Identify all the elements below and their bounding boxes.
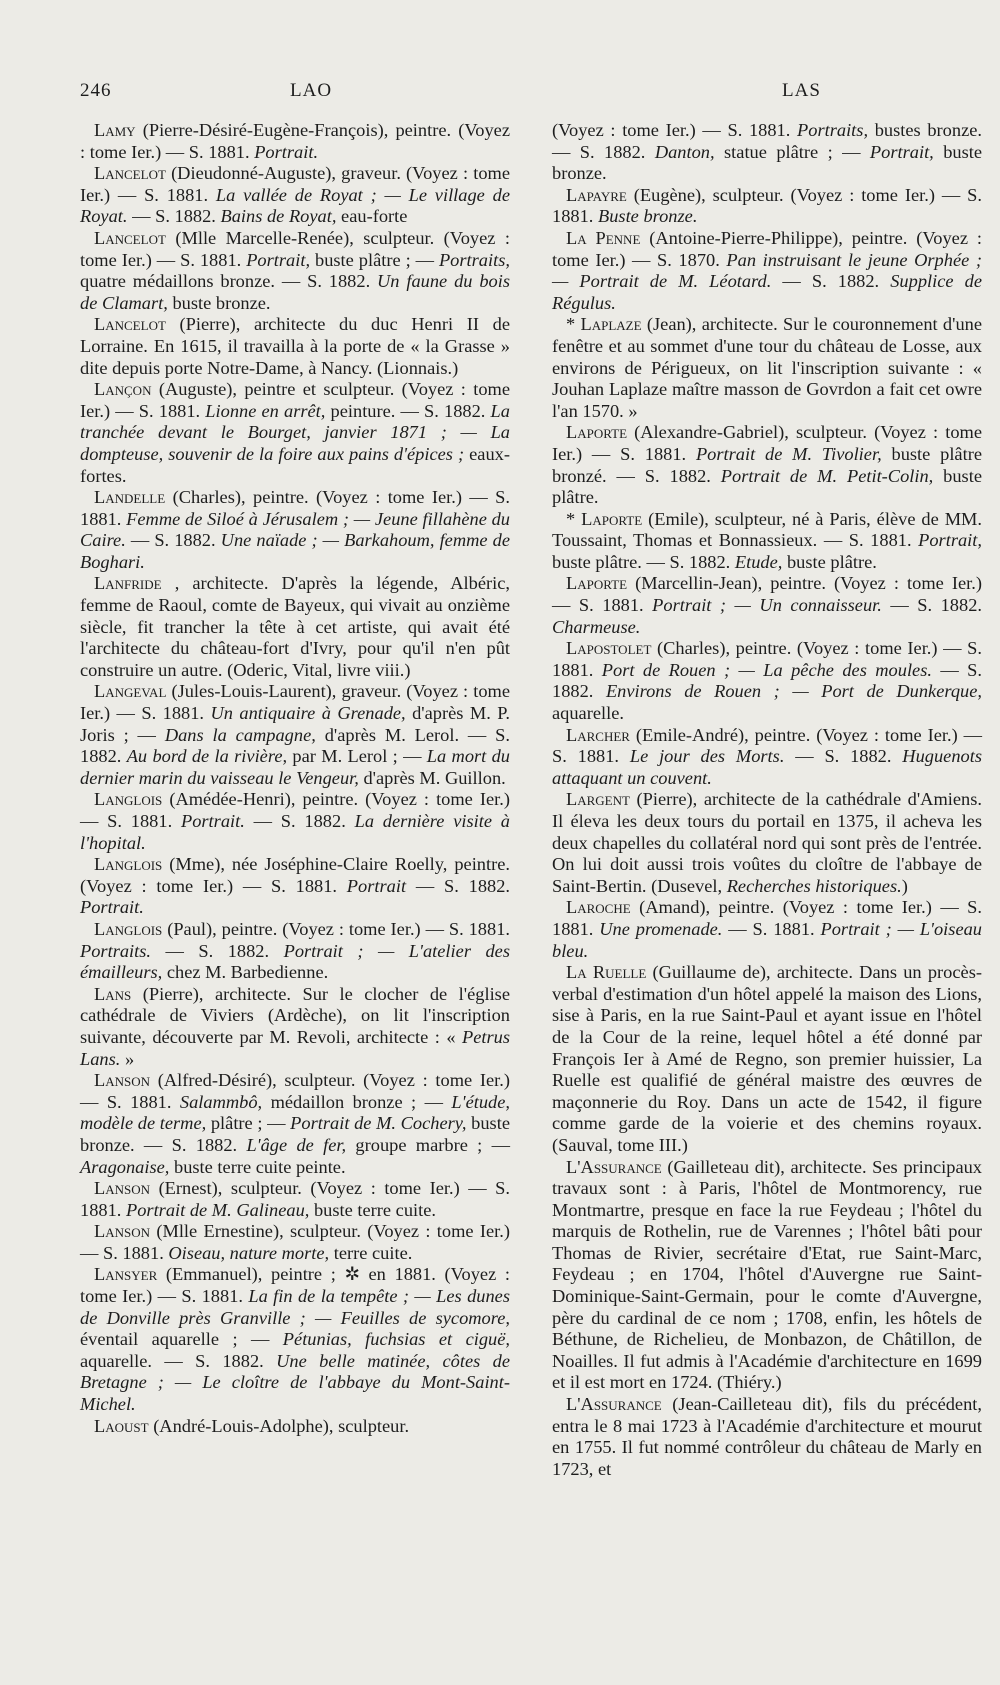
entry-name: Lanson xyxy=(94,1070,151,1091)
entry-text: — S. 1881. xyxy=(722,918,821,939)
entry-text: aquarelle. xyxy=(552,703,624,724)
right-running-head: LAS xyxy=(782,80,821,101)
work-title: Portrait xyxy=(346,875,407,896)
entry-text: — S. 1882. xyxy=(151,940,284,961)
dictionary-entry xyxy=(80,984,510,1070)
work-title: Portrait ; — L'atelier des émailleurs, xyxy=(80,940,510,983)
entry-text: (Pierre-Désiré-Eugène-François), peintre. (Voyez : tome Ier.) — S. 1881. xyxy=(80,120,510,162)
work-title: Bains de Royat, xyxy=(220,206,337,227)
work-title: L'étude, modèle de terme, xyxy=(80,1091,510,1134)
dictionary-entry xyxy=(80,487,510,573)
entry-text: , architecte. D'après la légende, Albéric, femme de Raoul, comte de Bayeux, qui vivait au onzième siècle, fit trancher la tête à cet artiste, qui avait été l'architecte du château-fort d'Ivry, pour qu'il n'en pût construire un autre. (Oderic, Vital, livre viii.) xyxy=(80,573,510,680)
dictionary-entry xyxy=(80,1264,510,1415)
entry-text: (Emile-André), peintre. (Voyez : tome Ier.) — S. 1881. xyxy=(552,724,982,767)
entry-name: Lanson xyxy=(94,1178,151,1199)
entry-text: (Charles), peintre. (Voyez : tome Ier.) — S. 1881. xyxy=(80,487,510,529)
work-title: Dans la campagne, xyxy=(164,724,316,745)
dictionary-entry xyxy=(80,379,510,487)
work-title: Danton, xyxy=(654,141,715,162)
work-title: Pétunias, fuchsias et ciguë, xyxy=(282,1329,511,1350)
entry-text: (Mme), née Joséphine-Claire Roelly, peintre. (Voyez : tome Ier.) — S. 1881. xyxy=(80,854,510,896)
entry-name: Laroche xyxy=(566,897,631,918)
entry-text: — S. 1882. xyxy=(244,811,355,831)
entry-name: Langlois xyxy=(94,789,163,810)
entry-name: Langlois xyxy=(94,854,163,875)
entry-text: — S. 1882. xyxy=(125,530,221,551)
entry-name: Langeval xyxy=(94,681,167,702)
work-title: Femme de Siloé à Jérusalem ; — Jeune fillahène du Caire. xyxy=(80,508,510,551)
dictionary-entry xyxy=(552,314,982,422)
entry-text: — S. 1882. xyxy=(406,875,511,896)
entry-text: (Voyez : tome Ier.) — S. 1881. xyxy=(552,120,798,140)
dictionary-entry xyxy=(552,422,982,508)
entry-name: Langlois xyxy=(94,918,163,939)
entry-name: Largent xyxy=(566,789,630,810)
entry-text: (Mlle Ernestine), sculpteur. (Voyez : tome Ier.) — S. 1881. xyxy=(80,1221,510,1263)
dictionary-entry xyxy=(80,789,510,854)
work-title: Pan instruisant le jeune Orphée ; — Portrait de M. Léotard. xyxy=(552,249,982,292)
work-title: Huguenots attaquant un couvent. xyxy=(552,746,982,788)
right-column xyxy=(552,120,982,1480)
new-entry-asterisk: * xyxy=(566,508,582,529)
entry-name: Laoust xyxy=(94,1415,149,1436)
entry-text: d'après M. P. Joris ; — xyxy=(80,703,511,745)
entry-name: La Penne xyxy=(566,227,641,248)
entry-name: Lamy xyxy=(94,120,136,140)
entry-name: Lansyer xyxy=(94,1264,158,1285)
work-title: La mort du dernier marin du vaisseau le Vengeur, xyxy=(80,746,510,788)
work-title: Petrus Lans. xyxy=(80,1026,510,1069)
entry-text: (Guillaume de), architecte. Dans un procès-verbal d'estimation d'un hôtel appelé la maison des Lions, sise à Paris, en la rue Saint-Paul et ayant issue en l'hôtel de la Cour de la reine, lequel hôtel a été donné par François Ier à Amé de Regno, son premier huissier, La Ruelle est qualifié de général maistre des œuvres de maçonnerie du Roy. Dans un acte de 1542, il figure comme garde de la voierie et des chemins royaux. (Sauval, tome III.) xyxy=(552,962,982,1155)
entry-text: (Jean-Cailleteau dit), fils du précédent, entra le 8 mai 1723 à l'Académie d'architecture et mourut en 1755. Il fut nommé contrôleur du château de Marly en 1723, et xyxy=(552,1394,982,1479)
entry-text: — S. 1882. xyxy=(881,595,982,616)
running-head xyxy=(80,80,935,106)
entry-text: aquarelle. — S. 1882. xyxy=(80,1350,277,1371)
dictionary-entry xyxy=(80,1070,510,1178)
entry-text: (Eugène), sculpteur. (Voyez : tome Ier.) — S. 1881. xyxy=(552,184,982,227)
entry-text: (Dieudonné-Auguste), graveur. (Voyez : tome Ier.) — S. 1881. xyxy=(80,163,510,205)
entry-name: Landelle xyxy=(94,487,166,508)
entry-name: Laporte xyxy=(566,573,628,594)
work-title: Portrait, xyxy=(246,249,311,270)
left-column xyxy=(80,120,510,1437)
entry-text: (Ernest), sculpteur. (Voyez : tome Ier.) — S. 1881. xyxy=(80,1178,510,1220)
entry-text: buste plâtre. — S. 1882. xyxy=(552,551,735,572)
dictionary-entry xyxy=(80,314,510,379)
work-title: Au bord de la rivière, xyxy=(126,746,288,767)
entry-text: quatre médaillons bronze. — S. 1882. xyxy=(80,271,378,292)
entry-text: (Amédée-Henri), peintre. (Voyez : tome Ier.) — S. 1881. xyxy=(80,789,510,831)
entry-name: L'Assurance xyxy=(566,1394,662,1415)
work-title: Portrait de M. Petit-Colin, xyxy=(720,465,934,486)
work-title: Charmeuse. xyxy=(552,616,641,637)
work-title: L'âge de fer, xyxy=(246,1134,347,1155)
work-title: Une promenade. xyxy=(599,918,723,939)
work-title: La dernière visite à l'hopital. xyxy=(80,811,511,853)
entry-text: (Marcellin-Jean), peintre. (Voyez : tome Ier.) — S. 1881. xyxy=(552,573,982,616)
work-title: Portraits, xyxy=(797,120,869,140)
work-title: Le jour des Morts. xyxy=(629,746,785,767)
entry-text: (Mlle Marcelle-Renée), sculpteur. (Voyez : tome Ier.) — S. 1881. xyxy=(80,227,510,270)
work-title: Lionne en arrêt, xyxy=(205,400,326,421)
entry-text: buste plâtre ; — xyxy=(310,249,439,270)
dictionary-entry xyxy=(552,573,982,638)
work-title: Portrait, xyxy=(869,141,934,162)
work-title: Portraits, xyxy=(438,249,510,270)
entry-text: éventail aquarelle ; — xyxy=(80,1329,283,1350)
dictionary-entry xyxy=(80,1416,510,1438)
entry-name: Lanson xyxy=(94,1221,151,1242)
dictionary-entry xyxy=(80,854,510,919)
work-title: Supplice de Régulus. xyxy=(552,271,982,313)
work-title: Port de Rouen ; — La pêche des moules. xyxy=(601,659,932,680)
work-title: Une naïade ; — Barkahoum, femme de Boghari. xyxy=(80,530,510,572)
entry-text: médaillon bronze ; — xyxy=(262,1091,452,1112)
entry-name: La Ruelle xyxy=(566,962,647,983)
entry-name: Lapostolet xyxy=(566,638,652,659)
dictionary-entry xyxy=(552,789,982,897)
dictionary-entry xyxy=(552,1157,982,1395)
entry-text: ) xyxy=(901,875,908,896)
work-title: Portraits. xyxy=(80,940,152,961)
dictionary-entry xyxy=(80,573,510,681)
entry-name: Lanfride xyxy=(94,573,162,594)
dictionary-entry xyxy=(80,1221,510,1264)
work-title: La vallée de Royat ; — Le village de Royat. xyxy=(80,184,510,227)
dictionary-entry xyxy=(80,163,510,228)
entry-text: — S. 1882. xyxy=(127,206,221,227)
entry-name: Larcher xyxy=(566,724,630,745)
entry-text: (Paul), peintre. (Voyez : tome Ier.) — S. 1881. xyxy=(167,918,510,939)
dictionary-entry xyxy=(552,897,982,962)
entry-text: buste terre cuite. xyxy=(309,1199,437,1220)
entry-text: (Alfred-Désiré), sculpteur. (Voyez : tome Ier.) — S. 1881. xyxy=(80,1070,510,1112)
entry-text: (Emmanuel), peintre ; ✲ en 1881. (Voyez : tome Ier.) — S. 1881. xyxy=(80,1264,510,1307)
entry-text: buste bronze. xyxy=(552,141,983,184)
work-title: Portrait de M. Cochery, xyxy=(290,1113,467,1134)
left-running-head: LAO xyxy=(290,80,333,101)
entry-name: Lancelot xyxy=(94,163,166,184)
entry-text: (Gailleteau dit), architecte. Ses principaux travaux sont : à Paris, l'hôtel de Montmorency, rue Montmartre, presque en face la rue Feydeau ; l'hôtel du marquis de Rothelin, rue de Varennes ; l'hôtel bâti pour Thomas de Rivier, secrétaire d'Etat, rue Saint-Marc, Feydeau ; en 1704, l'hôtel d'Auvergne rue Saint-Dominique-Saint-Germain, pour le comte d'Auvergne, père du cardinal de ce nom ; 1708, enfin, les hôtels de Béthune, de Richelieu, de Monbazon, de Châtillon, de Noailles. Il fut admis à l'Académie d'architecture en 1699 et il est mort en 1724. (Thiéry.) xyxy=(552,1156,982,1393)
work-title: Portrait de M. Galineau, xyxy=(125,1199,310,1220)
dictionary-entry xyxy=(80,120,510,163)
dictionary-entry xyxy=(80,228,510,314)
entry-text: buste plâtre. xyxy=(782,551,877,572)
dictionary-entry xyxy=(80,919,510,984)
entry-name: Laporte xyxy=(566,422,628,443)
entry-name: Laporte xyxy=(581,508,643,529)
entry-text: bustes bronze. — S. 1882. xyxy=(552,120,982,162)
entry-text: buste terre cuite peinte. xyxy=(169,1156,346,1177)
work-title: Portrait. xyxy=(80,897,144,918)
entry-text: buste plâtre. xyxy=(552,465,982,508)
work-title: Portrait, xyxy=(918,530,982,551)
entry-text: peinture. — S. 1882. xyxy=(325,400,491,421)
entry-text: — S. 1882. xyxy=(552,659,982,702)
page-number: 246 xyxy=(80,80,112,101)
work-title: La fin de la tempête ; — Les dunes de Donville près Granville ; — Feuilles de sycomore, xyxy=(80,1286,510,1328)
entry-text: d'après M. Guillon. xyxy=(358,767,506,788)
entry-text: (Pierre), architecte du duc Henri II de Lorraine. En 1615, il travailla à la porte de « la Grasse » dite depuis porte Notre-Dame, à Nancy. (Lionnais.) xyxy=(80,314,510,378)
work-title: Portrait ; — Un connaisseur. xyxy=(652,595,882,616)
work-title: Oiseau, nature morte, xyxy=(168,1242,330,1263)
entry-text: buste bronze. xyxy=(167,292,271,313)
entry-text: (Auguste), peintre et sculpteur. (Voyez : tome Ier.) — S. 1881. xyxy=(80,379,510,421)
entry-name: Lancelot xyxy=(94,314,166,335)
work-title: Buste bronze. xyxy=(597,206,698,227)
work-title: Portrait ; — L'oiseau bleu. xyxy=(552,918,982,961)
entry-text: eaux-fortes. xyxy=(80,443,510,486)
work-title: Portrait. xyxy=(254,141,319,162)
entry-text: (Jean), architecte. Sur le couronnement d'une fenêtre et au sommet d'une tour du château de Losse, aux environs de Périgueux, on lit l'inscription suivante : « Jouhan Laplaze maître masson de Govrdon a fait cet owre l'an 1570. » xyxy=(552,314,982,421)
work-title: Un faune du bois de Clamart, xyxy=(80,271,510,313)
entry-text: d'après M. Lerol. — S. 1882. xyxy=(80,724,511,767)
entry-text: (Emile), sculpteur, né à Paris, élève de MM. Toussaint, Thomas et Bonnassieux. — S. 1881. xyxy=(552,508,983,551)
entry-text: (Pierre), architecte de la cathédrale d'Amiens. Il éleva les deux tours du portail en 1375, il acheva les deux chapelles du collatéral nord qui sont près de l'entrée. On lui doit aussi trois voûtes du cloître de l'abbaye de Saint-Bertin. (Dusevel, xyxy=(552,789,982,896)
entry-name: L'Assurance xyxy=(566,1156,662,1177)
entry-text: buste plâtre bronzé. — S. 1882. xyxy=(552,443,982,486)
entry-name: Laplaze xyxy=(580,314,642,335)
entry-text: (Amand), peintre. (Voyez : tome Ier.) — S. 1881. xyxy=(552,897,982,939)
entry-text: terre cuite. xyxy=(329,1242,413,1263)
entry-text: » xyxy=(120,1048,135,1069)
work-title: Aragonaise, xyxy=(80,1156,170,1177)
work-title: Portrait. xyxy=(180,811,245,831)
entry-text: (Pierre), architecte. Sur le clocher de l'église cathédrale de Viviers (Ardèche), on lit l'inscription suivante, découverte par M. Revoli, architecte : « xyxy=(80,983,510,1047)
work-title: La tranchée devant le Bourget, janvier 1871 ; — La dompteuse, souvenir de la foire aux pains d'épices ; xyxy=(80,400,510,464)
dictionary-entry xyxy=(552,725,982,790)
entry-name: Lapayre xyxy=(566,184,627,205)
work-title: Portrait de M. Tivolier, xyxy=(695,443,882,464)
entry-text: (Charles), peintre. (Voyez : tome Ier.) — S. 1881. xyxy=(552,638,982,680)
entry-text: (Alexandre-Gabriel), sculpteur. (Voyez : tome Ier.) — S. 1881. xyxy=(552,422,982,464)
dictionary-entry xyxy=(552,638,982,724)
work-title: Environs de Rouen ; — Port de Dunkerque, xyxy=(605,681,982,702)
dictionary-entry xyxy=(552,509,982,574)
work-title: Etude, xyxy=(734,551,783,572)
dictionary-entry xyxy=(80,1178,510,1221)
work-title: Une belle matinée, côtes de Bretagne ; — Le cloître de l'abbaye du Mont-Saint-Michel. xyxy=(80,1350,511,1415)
new-entry-asterisk: * xyxy=(566,314,581,335)
work-title: Salammbô, xyxy=(179,1091,263,1112)
entry-name: Lans xyxy=(94,983,132,1004)
dictionary-entry xyxy=(552,185,982,228)
entry-text: (André-Louis-Adolphe), sculpteur. xyxy=(153,1415,410,1436)
entry-name: Lancelot xyxy=(94,227,166,248)
entry-name: Lançon xyxy=(94,379,152,400)
work-title: Un antiquaire à Grenade, xyxy=(210,703,406,724)
entry-text: eau-forte xyxy=(336,206,408,227)
work-title: Recherches historiques. xyxy=(726,875,902,896)
entry-text: plâtre ; — xyxy=(206,1113,291,1134)
entry-text: buste bronze. — S. 1882. xyxy=(80,1113,510,1155)
dictionary-entry xyxy=(552,1394,982,1480)
entry-text: — S. 1882. xyxy=(784,746,903,767)
entry-text: par M. Lerol ; — xyxy=(287,746,427,767)
dictionary-entry xyxy=(552,228,982,314)
entry-text: — S. 1882. xyxy=(771,271,891,292)
dictionary-entry xyxy=(552,962,982,1156)
dictionary-entry xyxy=(80,681,510,789)
entry-text: groupe marbre ; — xyxy=(346,1134,510,1155)
entry-text: (Jules-Louis-Laurent), graveur. (Voyez : tome Ier.) — S. 1881. xyxy=(80,681,510,724)
dictionary-entry xyxy=(552,120,982,185)
entry-text: chez M. Barbedienne. xyxy=(162,962,329,983)
entry-text: (Antoine-Pierre-Philippe), peintre. (Voyez : tome Ier.) — S. 1870. xyxy=(552,227,982,270)
entry-text: statue plâtre ; — xyxy=(714,141,870,162)
